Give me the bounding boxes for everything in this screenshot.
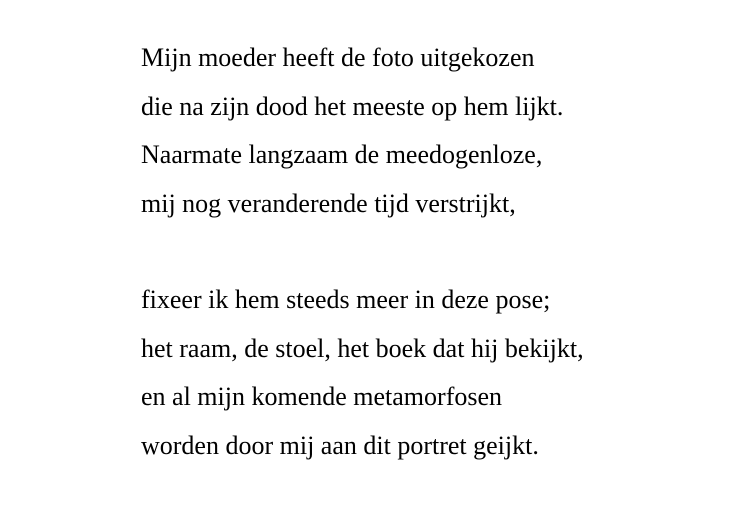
- poem-line: Mijn moeder heeft de foto uitgekozen: [141, 43, 535, 72]
- poem-line: worden door mij aan dit portret geijkt.: [141, 430, 539, 460]
- poem: [141, 40, 584, 476]
- stanza-2: [141, 282, 584, 476]
- poem-line: Naarmate langzaam de meedogenloze,: [141, 140, 543, 169]
- poem-line: die na zijn dood het meeste op hem lijkt.: [141, 91, 564, 121]
- poem-line: mij nog veranderende tijd verstrijkt,: [141, 188, 516, 218]
- stanza-1: [141, 40, 584, 234]
- poem-line: het raam, de stoel, het boek dat hij bekijkt,: [141, 333, 584, 363]
- poem-line: en al mijn komende metamorfosen: [141, 382, 503, 411]
- poem-line: fixeer ik hem steeds meer in deze pose;: [141, 285, 551, 314]
